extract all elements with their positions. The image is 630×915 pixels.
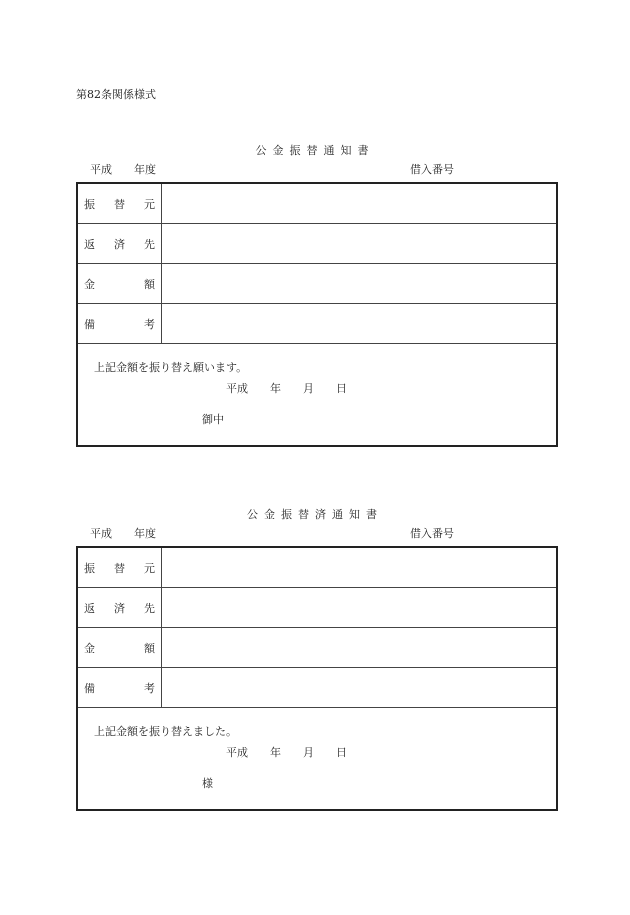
form-row [78, 304, 556, 344]
row-label-char: 備 [84, 681, 95, 695]
row-value-field[interactable] [162, 304, 556, 343]
row-value-field[interactable] [162, 668, 556, 707]
loan-number-label: 借入番号 [410, 527, 454, 540]
row-label-char: 替 [114, 197, 125, 211]
row-value-field[interactable] [162, 264, 556, 303]
row-label-char: 元 [144, 561, 155, 575]
form-table [76, 182, 558, 447]
row-label [78, 628, 162, 667]
row-label-char: 振 [84, 197, 95, 211]
row-label-char: 考 [144, 317, 155, 331]
row-label-char: 振 [84, 561, 95, 575]
fiscal-year-label: 平成 年度 [90, 163, 156, 176]
form-row [78, 548, 556, 588]
form-row [78, 224, 556, 264]
row-label [78, 588, 162, 627]
form-row [78, 588, 556, 628]
form-table [76, 546, 558, 811]
form-title: 公金振替済通知書 [247, 508, 383, 521]
date-line: 平成 年 月 日 [226, 746, 347, 759]
row-label-char: 考 [144, 681, 155, 695]
addressee-suffix: 様 [202, 777, 213, 790]
row-label-char: 先 [144, 601, 155, 615]
row-label-char: 先 [144, 237, 155, 251]
form-row [78, 184, 556, 224]
addressee-suffix: 御中 [202, 413, 224, 426]
row-label [78, 224, 162, 263]
row-label [78, 668, 162, 707]
row-label [78, 304, 162, 343]
row-label-char: 額 [144, 277, 155, 291]
form-row [78, 264, 556, 304]
row-label-char: 金 [84, 641, 95, 655]
form-title: 公金振替通知書 [255, 144, 375, 157]
row-value-field[interactable] [162, 184, 556, 223]
form-row [78, 628, 556, 668]
row-label-char: 額 [144, 641, 155, 655]
row-label-char: 替 [114, 561, 125, 575]
row-label-char: 備 [84, 317, 95, 331]
row-label-char: 金 [84, 277, 95, 291]
statement-text: 上記金額を振り替え願います。 [94, 361, 248, 374]
row-value-field[interactable] [162, 224, 556, 263]
row-label [78, 184, 162, 223]
row-label-char: 元 [144, 197, 155, 211]
statement-area [78, 344, 556, 445]
row-value-field[interactable] [162, 548, 556, 587]
fiscal-year-label: 平成 年度 [90, 527, 156, 540]
row-label [78, 548, 162, 587]
date-line: 平成 年 月 日 [226, 382, 347, 395]
statement-area [78, 708, 556, 809]
row-label-char: 済 [114, 237, 125, 251]
row-value-field[interactable] [162, 588, 556, 627]
row-label-char: 済 [114, 601, 125, 615]
statement-text: 上記金額を振り替えました。 [94, 725, 237, 738]
form-reference-header: 第82条関係様式 [76, 88, 156, 101]
row-label [78, 264, 162, 303]
row-label-char: 返 [84, 601, 95, 615]
form-row [78, 668, 556, 708]
loan-number-label: 借入番号 [410, 163, 454, 176]
row-value-field[interactable] [162, 628, 556, 667]
row-label-char: 返 [84, 237, 95, 251]
